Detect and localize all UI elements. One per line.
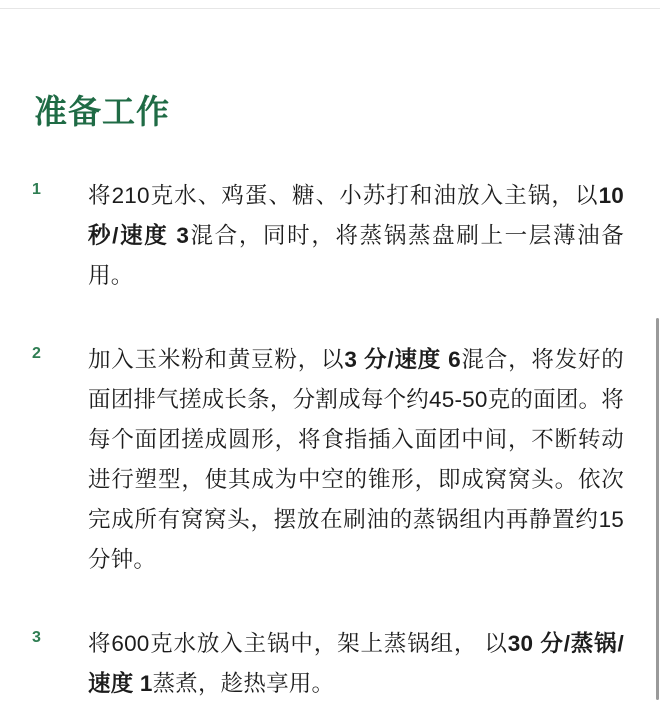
- document-page: [0, 8, 660, 700]
- step-number: 1: [32, 180, 41, 198]
- list-item: [0, 340, 660, 580]
- document-content: [0, 8, 660, 704]
- scrollbar-thumb[interactable]: [656, 318, 659, 700]
- step-number: 2: [32, 344, 41, 362]
- step-text-segment: 将600克水放入主锅中，架上蒸锅组， 以: [88, 630, 508, 656]
- step-text-segment: 蒸煮，趁热享用。: [152, 670, 335, 696]
- steps-list: [0, 176, 660, 704]
- page-title: 准备工作: [34, 93, 170, 130]
- step-text-segment: 加入玉米粉和黄豆粉，以: [88, 346, 345, 372]
- step-text: [88, 340, 624, 580]
- window-top-strip: [0, 0, 660, 8]
- step-text: [88, 624, 624, 704]
- list-item: [0, 624, 660, 704]
- step-text-segment: 将210克水、鸡蛋、糖、小苏打和油放入主锅，以: [88, 182, 599, 208]
- step-number: 3: [32, 628, 41, 646]
- step-text-emphasis: 3 分/速度 6: [344, 346, 461, 372]
- step-text-segment: 混合，将发好的面团排气搓成长条，分割成每个约45-50克的面团。将每个面团搓成圆形，将食指插入面团中间，不断转动进行塑型，使其成为中空的锥形，即成窝窝头。依次完成所有窝窝头，摆放在刷油的蒸锅组内再静置约15分钟。: [88, 346, 625, 572]
- step-text-emphasis: 30 分/蒸锅/速度 1: [88, 630, 624, 696]
- step-text-segment: 混合，同时，将蒸锅蒸盘刷上一层薄油备用。: [88, 222, 624, 288]
- step-text-emphasis: 10 秒/速度 3: [88, 182, 624, 248]
- step-text: [88, 176, 624, 296]
- list-item: [0, 176, 660, 296]
